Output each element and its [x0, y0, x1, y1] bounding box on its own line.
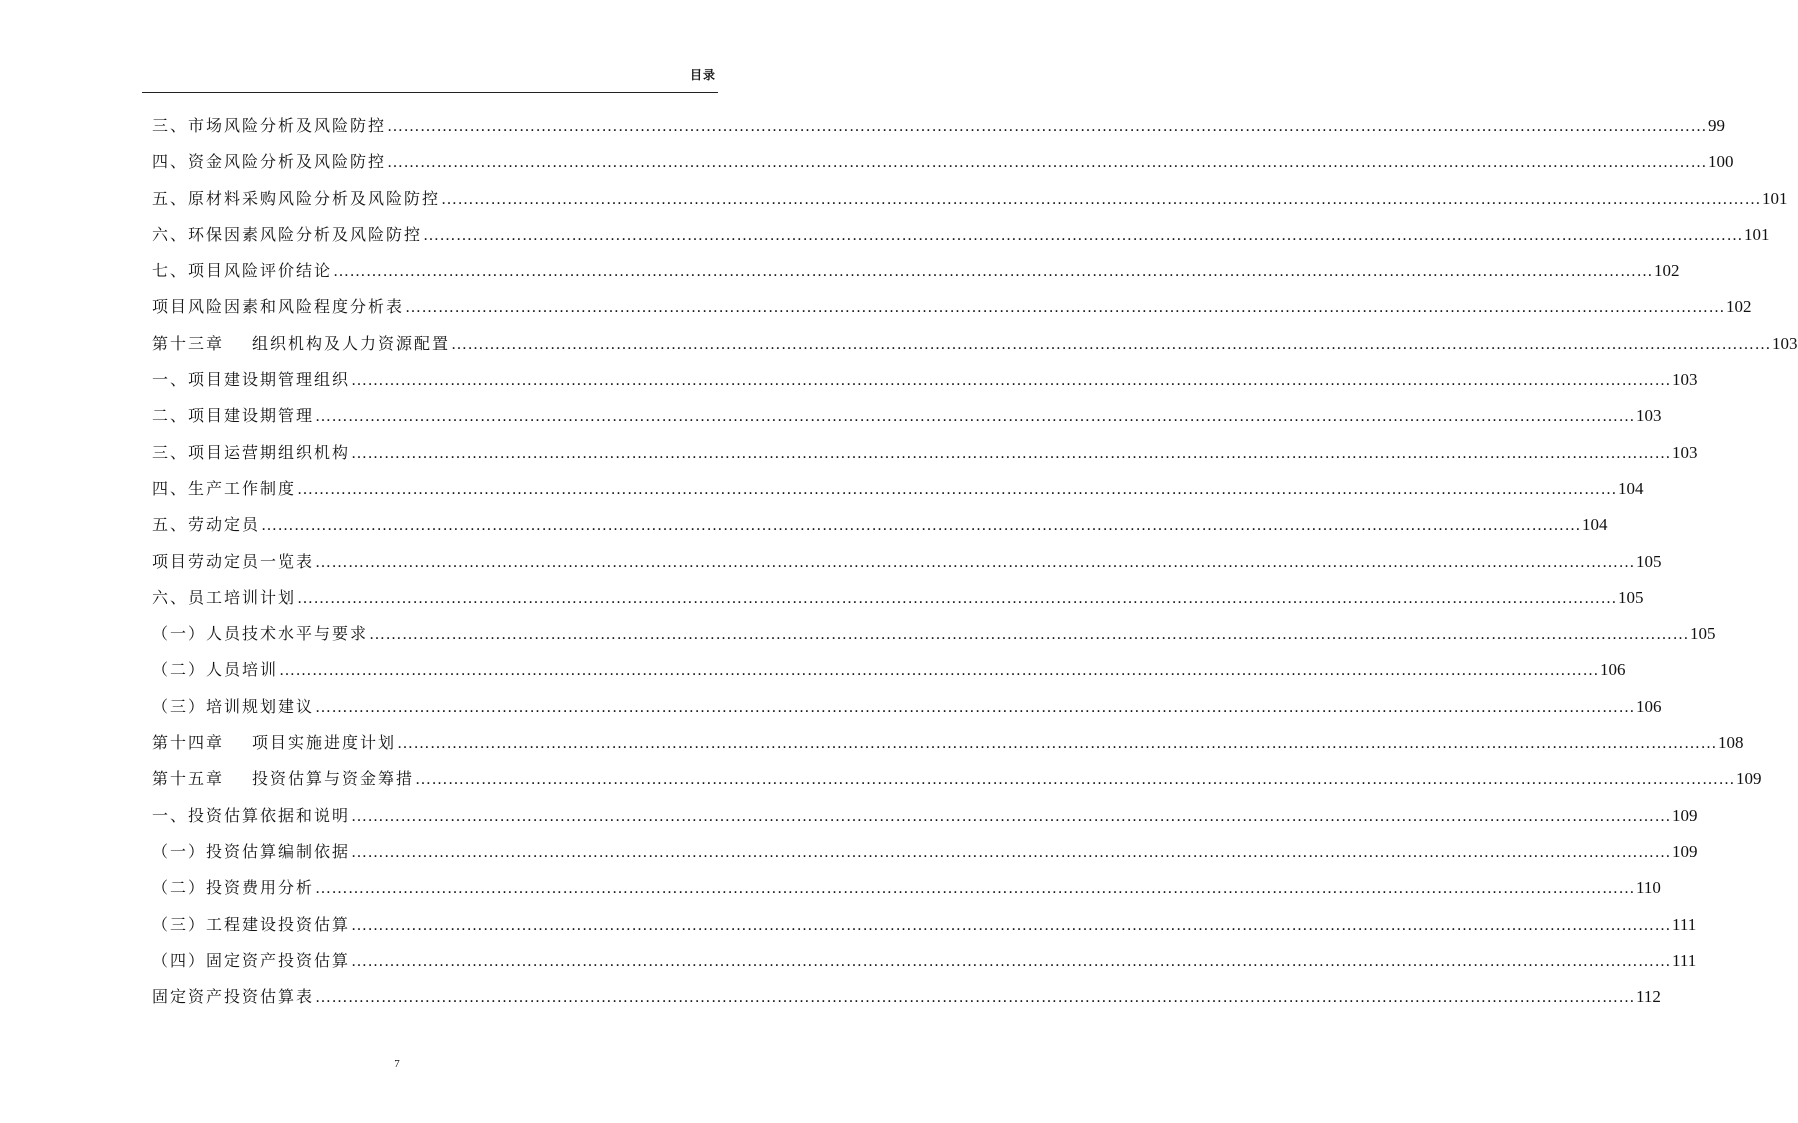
toc-entry-title: （一）投资估算编制依据 — [152, 841, 351, 861]
toc-entry-title: （二）投资费用分析 — [152, 878, 315, 898]
toc-entry-title: （二）人员培训 — [152, 660, 279, 680]
table-of-contents — [152, 108, 1798, 1015]
toc-entry-title: 五、原材料采购风险分析及风险防控 — [152, 188, 441, 208]
toc-entry[interactable] — [152, 435, 1698, 471]
toc-entry[interactable] — [152, 181, 1788, 217]
page-number: 7 — [394, 1058, 400, 1070]
toc-entry[interactable] — [152, 253, 1680, 289]
toc-entry[interactable] — [152, 943, 1697, 979]
toc-entry[interactable] — [152, 217, 1770, 253]
toc-entry-title: （四）固定资产投资估算 — [152, 950, 351, 970]
toc-leader-dots: …………………………………………………………………………………………………………………………………………………………………………………………………………………… — [315, 553, 1636, 571]
toc-leader-dots: …………………………………………………………………………………………………………………………………………………………………………………………………………………… — [387, 118, 1708, 135]
toc-leader-dots: …………………………………………………………………………………………………………………………………………………………………………………………………………………… — [315, 989, 1636, 1007]
toc-page-number: 106 — [1636, 696, 1662, 716]
toc-page-number: 105 — [1690, 624, 1716, 644]
toc-chapter-label: 第十四章 — [152, 733, 225, 753]
toc-entry[interactable] — [152, 144, 1734, 180]
toc-leader-dots: …………………………………………………………………………………………………………………………………………………………………………………………………………………… — [297, 480, 1618, 498]
toc-leader-dots: …………………………………………………………………………………………………………………………………………………………………………………………………………………… — [423, 226, 1744, 244]
toc-page-number: 108 — [1718, 733, 1744, 753]
toc-entry-title — [152, 761, 414, 797]
toc-leader-dots: …………………………………………………………………………………………………………………………………………………………………………………………………………………… — [405, 299, 1726, 317]
toc-leader-dots: …………………………………………………………………………………………………………………………………………………………………………………………………………………… — [351, 952, 1672, 970]
toc-page-number: 104 — [1582, 515, 1608, 535]
toc-leader-dots: …………………………………………………………………………………………………………………………………………………………………………………………………………………… — [315, 698, 1636, 716]
toc-leader-dots: …………………………………………………………………………………………………………………………………………………………………………………………………………………… — [279, 662, 1600, 680]
toc-entry-title: （三）培训规划建议 — [152, 696, 315, 716]
toc-page-number: 100 — [1708, 152, 1734, 172]
toc-entry-title: 六、员工培训计划 — [152, 587, 297, 607]
toc-leader-dots: …………………………………………………………………………………………………………………………………………………………………………………………………………………… — [397, 735, 1718, 753]
toc-entry-title: 一、项目建设期管理组织 — [152, 370, 351, 390]
toc-entry[interactable] — [152, 616, 1716, 652]
toc-leader-dots: …………………………………………………………………………………………………………………………………………………………………………………………………………………… — [415, 771, 1736, 789]
toc-entry-title: 一、投资估算依据和说明 — [152, 805, 351, 825]
toc-entry-title: 三、项目运营期组织机构 — [152, 442, 351, 462]
toc-entry-title — [152, 725, 396, 761]
toc-page-number: 109 — [1736, 769, 1762, 789]
toc-leader-dots: …………………………………………………………………………………………………………………………………………………………………………………………………………………… — [351, 444, 1672, 462]
toc-leader-dots: …………………………………………………………………………………………………………………………………………………………………………………………………………………… — [297, 589, 1618, 607]
toc-page-number: 102 — [1654, 261, 1680, 281]
toc-page-number: 103 — [1772, 333, 1798, 353]
toc-chapter-title: 投资估算与资金筹措 — [252, 769, 415, 789]
toc-entry[interactable] — [152, 652, 1626, 688]
toc-entry-title: 六、环保因素风险分析及风险防控 — [152, 224, 423, 244]
toc-entry-title: 七、项目风险评价结论 — [152, 261, 333, 281]
toc-page-number: 103 — [1672, 370, 1698, 390]
toc-entry[interactable] — [152, 362, 1698, 398]
toc-chapter-label: 第十三章 — [152, 333, 225, 353]
toc-entry[interactable] — [152, 907, 1697, 943]
toc-leader-dots: …………………………………………………………………………………………………………………………………………………………………………………………………………………… — [261, 517, 1582, 535]
toc-page-number: 111 — [1672, 950, 1697, 970]
toc-page-number: 99 — [1708, 116, 1726, 135]
toc-entry-title: 项目风险因素和风险程度分析表 — [152, 297, 405, 317]
toc-entry[interactable] — [152, 326, 1798, 362]
toc-entry[interactable] — [152, 289, 1752, 325]
toc-entry[interactable] — [152, 580, 1644, 616]
toc-entry-title: 二、项目建设期管理 — [152, 406, 315, 426]
toc-entry[interactable] — [152, 108, 1726, 144]
toc-leader-dots: …………………………………………………………………………………………………………………………………………………………………………………………………………………… — [351, 807, 1672, 825]
toc-entry-title: （三）工程建设投资估算 — [152, 914, 351, 934]
toc-page-number: 109 — [1672, 841, 1698, 861]
toc-entry[interactable] — [152, 798, 1698, 834]
toc-entry-title: 三、市场风险分析及风险防控 — [152, 116, 387, 135]
toc-page-number: 112 — [1636, 987, 1661, 1007]
toc-leader-dots: …………………………………………………………………………………………………………………………………………………………………………………………………………………… — [315, 880, 1636, 898]
toc-page-number: 101 — [1762, 188, 1788, 208]
toc-entry[interactable] — [152, 398, 1662, 434]
header-rule — [142, 92, 718, 93]
toc-entry[interactable] — [152, 544, 1662, 580]
toc-leader-dots: …………………………………………………………………………………………………………………………………………………………………………………………………………………… — [351, 916, 1672, 934]
toc-page-number: 103 — [1636, 406, 1662, 426]
header-title: 目录 — [689, 68, 716, 82]
toc-page-number: 109 — [1672, 805, 1698, 825]
toc-leader-dots: …………………………………………………………………………………………………………………………………………………………………………………………………………………… — [351, 843, 1672, 861]
toc-chapter-label: 第十五章 — [152, 769, 225, 789]
toc-page-number: 101 — [1744, 224, 1770, 244]
toc-page-number: 105 — [1636, 551, 1662, 571]
toc-entry-title: 四、资金风险分析及风险防控 — [152, 152, 387, 172]
toc-page-number: 105 — [1618, 587, 1644, 607]
toc-entry-title: 固定资产投资估算表 — [152, 987, 315, 1007]
toc-page-number: 111 — [1672, 914, 1697, 934]
toc-entry[interactable] — [152, 870, 1661, 906]
toc-page-number: 103 — [1672, 442, 1698, 462]
toc-entry[interactable] — [152, 979, 1661, 1015]
toc-entry[interactable] — [152, 689, 1662, 725]
toc-leader-dots: …………………………………………………………………………………………………………………………………………………………………………………………………………………… — [351, 372, 1672, 390]
toc-entry-title — [152, 326, 450, 362]
toc-entry[interactable] — [152, 725, 1744, 761]
toc-page-number: 104 — [1618, 478, 1644, 498]
toc-entry-title: （一）人员技术水平与要求 — [152, 624, 369, 644]
toc-leader-dots: …………………………………………………………………………………………………………………………………………………………………………………………………………………… — [451, 335, 1772, 353]
toc-chapter-title: 组织机构及人力资源配置 — [252, 333, 451, 353]
toc-page-number: 110 — [1636, 878, 1661, 898]
toc-entry[interactable] — [152, 834, 1698, 870]
toc-page-number: 106 — [1600, 660, 1626, 680]
toc-entry-title: 项目劳动定员一览表 — [152, 551, 315, 571]
toc-leader-dots: …………………………………………………………………………………………………………………………………………………………………………………………………………………… — [333, 263, 1654, 281]
toc-leader-dots: …………………………………………………………………………………………………………………………………………………………………………………………………………………… — [387, 154, 1708, 172]
toc-leader-dots: …………………………………………………………………………………………………………………………………………………………………………………………………………………… — [441, 190, 1762, 208]
toc-leader-dots: …………………………………………………………………………………………………………………………………………………………………………………………………………………… — [315, 408, 1636, 426]
toc-entry[interactable] — [152, 471, 1644, 507]
toc-entry-title: 五、劳动定员 — [152, 515, 261, 535]
toc-chapter-title: 项目实施进度计划 — [252, 733, 397, 753]
toc-page-number: 102 — [1726, 297, 1752, 317]
toc-entry-title: 四、生产工作制度 — [152, 478, 297, 498]
toc-entry[interactable] — [152, 761, 1762, 797]
toc-entry[interactable] — [152, 507, 1608, 543]
toc-leader-dots: …………………………………………………………………………………………………………………………………………………………………………………………………………………… — [369, 626, 1690, 644]
